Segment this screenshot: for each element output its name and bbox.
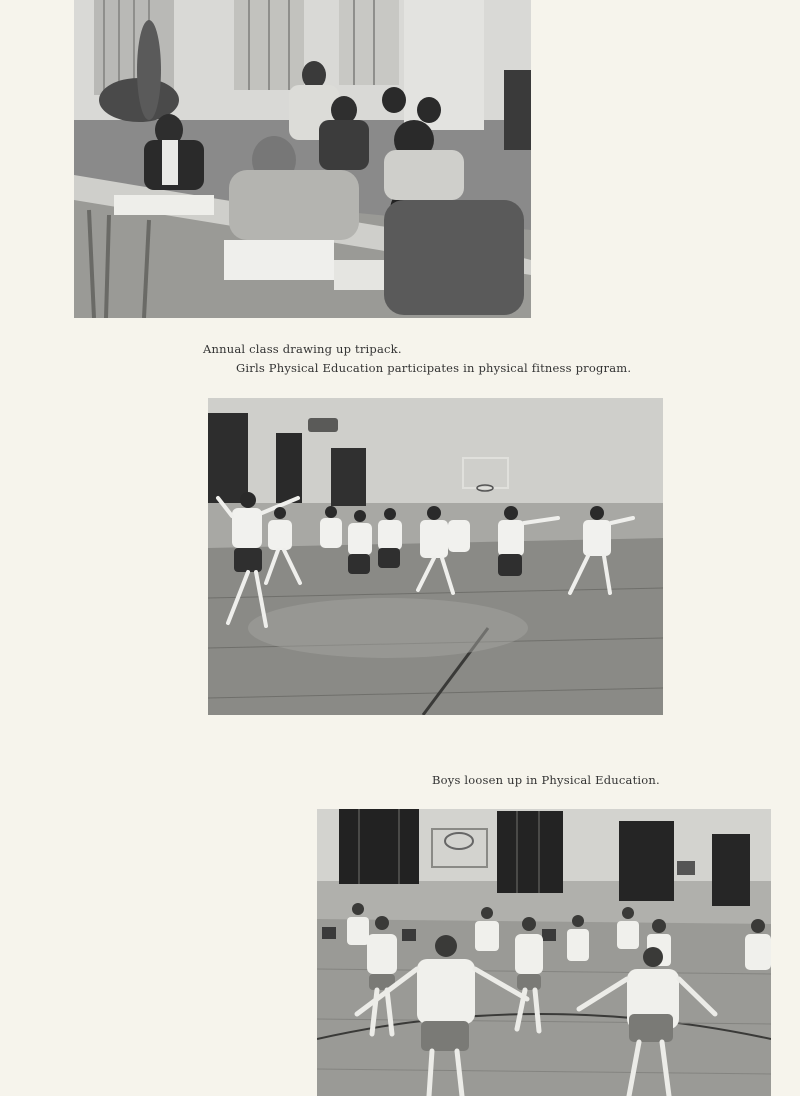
boys-gym-exercise-photo bbox=[317, 809, 771, 1096]
girls-pe-caption: Girls Physical Education participates in physical fitness program. bbox=[236, 361, 632, 375]
classroom-photo-image bbox=[74, 0, 531, 318]
boys-pe-caption: Boys loosen up in Physical Education. bbox=[432, 773, 660, 787]
girls-gym-photo-image bbox=[208, 398, 663, 715]
classroom-study-photo bbox=[74, 0, 531, 318]
girls-gym-exercise-photo bbox=[208, 398, 663, 715]
boys-gym-photo-image bbox=[317, 809, 771, 1096]
annual-class-caption: Annual class drawing up tripack. bbox=[203, 342, 402, 356]
